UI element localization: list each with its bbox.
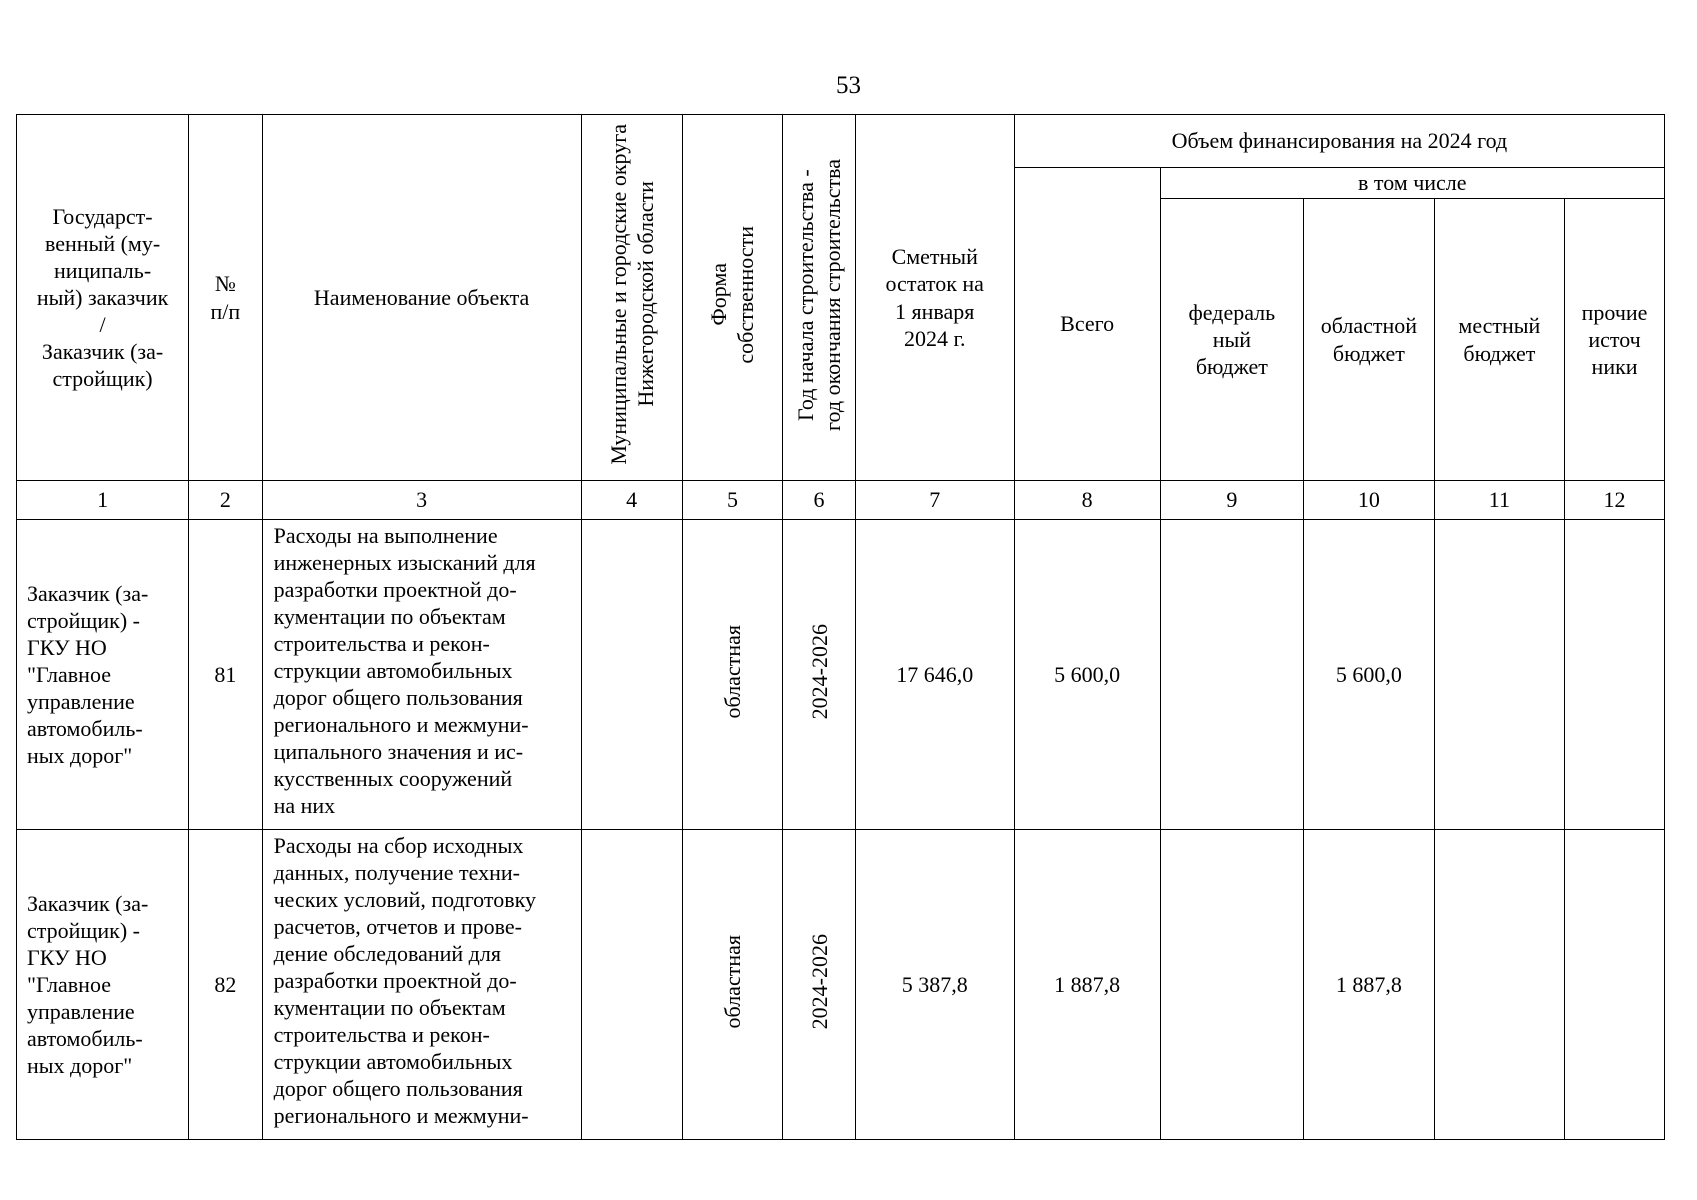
header-municipal: Муниципальные и городские округа Нижегородской области (605, 124, 658, 465)
header-other: прочие источ ники (1565, 199, 1665, 481)
column-number: 11 (1434, 481, 1564, 520)
column-numbers-row (17, 481, 1665, 520)
header-ownership-cell (682, 115, 783, 481)
row-municipal (581, 520, 682, 830)
row-total: 5 600,0 (1014, 520, 1160, 830)
column-number: 5 (682, 481, 783, 520)
row-federal (1160, 520, 1304, 830)
header-ownership: Форма собственности (706, 225, 759, 364)
column-number: 2 (189, 481, 262, 520)
header-financing: Объем финансирования на 2024 год (1014, 115, 1664, 168)
row-regional: 1 887,8 (1304, 830, 1434, 1140)
column-number: 10 (1304, 481, 1434, 520)
header-years-cell (783, 115, 855, 481)
header-including: в том числе (1160, 168, 1664, 199)
row-federal (1160, 830, 1304, 1140)
header-municipal-cell (581, 115, 682, 481)
header-years: Год начала строительства - год окончания строительства (793, 158, 846, 431)
column-number: 3 (262, 481, 581, 520)
row-estimate: 5 387,8 (855, 830, 1014, 1140)
column-number: 7 (855, 481, 1014, 520)
row-total: 1 887,8 (1014, 830, 1160, 1140)
row-other (1565, 830, 1665, 1140)
page-number: 53 (836, 72, 861, 99)
row-local (1434, 520, 1564, 830)
column-number: 4 (581, 481, 682, 520)
column-number: 8 (1014, 481, 1160, 520)
header-local: местный бюджет (1434, 199, 1564, 481)
header-total: Всего (1014, 168, 1160, 481)
row-regional: 5 600,0 (1304, 520, 1434, 830)
row-years: 2024-2026 (806, 623, 832, 720)
row-ownership-cell (682, 830, 783, 1140)
row-estimate: 17 646,0 (855, 520, 1014, 830)
row-object-name: Расходы на выполнение инженерных изысканий для разработки проектной до- кументации по объектам строительства и рекон- струкции автомобильных дорог общего пользования регионального и межмуни- ципального значения и ис- кусственных сооружений на них (262, 520, 581, 830)
financing-table (16, 114, 1665, 1140)
row-local (1434, 830, 1564, 1140)
row-object-name: Расходы на сбор исходных данных, получение техни- ческих условий, подготовку расчетов, отчетов и прове- дение обследований для разработки проектной до- кументации по объектам строительства и рекон- струкции автомобильных дорог общего пользования регионального и межмуни- (262, 830, 581, 1140)
table-row (17, 830, 1665, 1140)
row-number: 82 (189, 830, 262, 1140)
row-ownership: областная (719, 934, 745, 1029)
row-customer: Заказчик (за- стройщик) - ГКУ НО "Главное управление автомобиль- ных дорог" (17, 830, 189, 1140)
row-years: 2024-2026 (806, 933, 832, 1030)
row-customer: Заказчик (за- стройщик) - ГКУ НО "Главное управление автомобиль- ных дорог" (17, 520, 189, 830)
column-number: 12 (1565, 481, 1665, 520)
header-federal: федераль ный бюджет (1160, 199, 1304, 481)
header-object-name: Наименование объекта (262, 115, 581, 481)
row-years-cell (783, 520, 855, 830)
header-regional: областной бюджет (1304, 199, 1434, 481)
header-customer: Государст- венный (му- ниципаль- ный) заказчик / Заказчик (за- стройщик) (17, 115, 189, 481)
row-ownership-cell (682, 520, 783, 830)
row-number: 81 (189, 520, 262, 830)
header-estimate: Сметный остаток на 1 января 2024 г. (855, 115, 1014, 481)
column-number: 6 (783, 481, 855, 520)
row-other (1565, 520, 1665, 830)
table-row (17, 520, 1665, 830)
column-number: 1 (17, 481, 189, 520)
header-number: № п/п (189, 115, 262, 481)
header-row-1 (17, 115, 1665, 168)
row-years-cell (783, 830, 855, 1140)
row-municipal (581, 830, 682, 1140)
row-ownership: областная (719, 624, 745, 719)
column-number: 9 (1160, 481, 1304, 520)
